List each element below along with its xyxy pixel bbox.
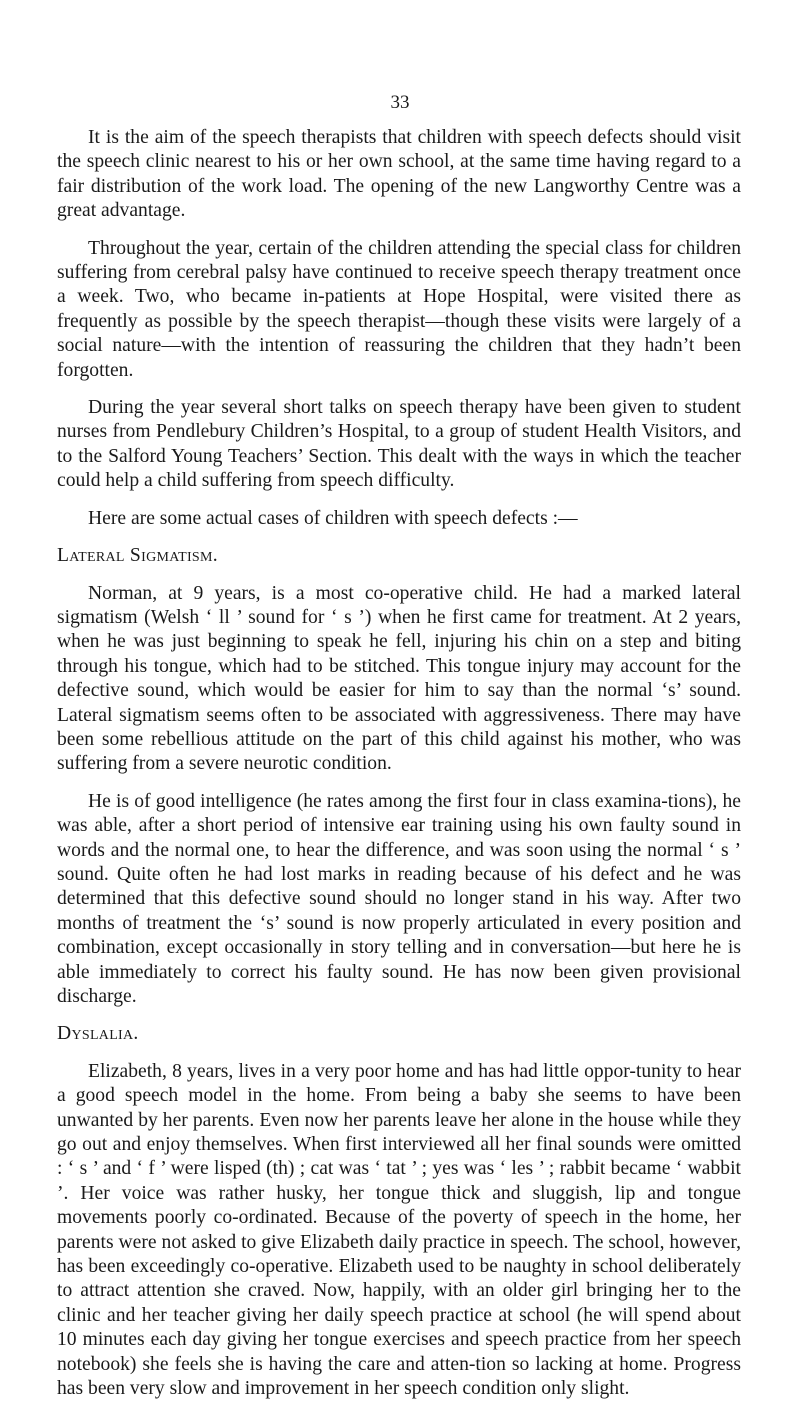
section-heading-dyslalia: Dyslalia.	[57, 1023, 139, 1045]
paragraph-case-norman-progress: He is of good intelligence (he rates among the first four in class examina-tions), he was able, after a short period of intensive ear training using his own faulty sound in words and the normal one, to hear the difference, and was soon using the normal ‘ s ’ sound. Quite often he had lost marks in reading because of his defect and he was determined that this defective sound should no longer stand in his way. After two months of treatment the ‘s’ sound is now properly articulated in every position and combination, except occasionally in story telling and in conversation—but here he is able immediately to correct his faulty sound. He has now been given provisional discharge.	[57, 790, 741, 1007]
page-number: 33	[390, 92, 410, 113]
section-heading-lateral-sigmatism: Lateral Sigmatism.	[57, 545, 218, 567]
paragraph-case-elizabeth: Elizabeth, 8 years, lives in a very poor home and has had little oppor-tunity to hear a good speech model in the home. From being a baby she seems to have been unwanted by her parents. Even now her parents leave her alone in the house while they go out and enjoy themselves. When first interviewed all her final sounds were omitted : ‘ s ’ and ‘ f ’ were lisped (th) ; cat was ‘ tat ’ ; yes was ‘ les ’ ; rabbit became ‘ wabbit ’. Her voice was rather husky, her tongue thick and sluggish, lip and tongue movements poorly co-ordinated. Because of the poverty of speech in the home, her parents were not asked to give Elizabeth daily practice in speech. The school, however, has been exceedingly co-operative. Elizabeth used to be naughty in school deliberately to attract attention she craved. Now, happily, with an older girl bringing her to the clinic and her teacher giving her daily speech practice at school (he will spend about 10 minutes each day giving her tongue exercises and speech practice from her speech notebook) she feels she is having the care and atten-tion so lacking at home. Progress has been very slow and improvement in her speech condition only slight.	[57, 1060, 741, 1400]
page-body	[57, 126, 741, 1415]
paragraph-speech-clinic-allocation: It is the aim of the speech therapists that children with speech defects should visit the speech clinic nearest to his or her own school, at the same time having regard to a fair distribution of the work load. The opening of the new Langworthy Centre was a great advantage.	[57, 127, 741, 222]
paragraph-cases-intro: Here are some actual cases of children with speech defects :—	[88, 507, 578, 529]
paragraph-cerebral-palsy-class: Throughout the year, certain of the children attending the special class for children suffering from cerebral palsy have continued to receive speech therapy treatment once a week. Two, who became in-patients at Hope Hospital, were visited there as frequently as possible by the speech therapist—though these visits were largely of a social nature—with the intention of reassuring the children that they hadn’t been forgotten.	[57, 237, 741, 381]
paragraph-case-norman: Norman, at 9 years, is a most co-operative child. He had a marked lateral sigmatism (Welsh ‘ ll ’ sound for ‘ s ’) when he first came for treatment. At 2 years, when he was just beginning to speak he fell, injuring his chin on a step and biting through his tongue, which had to be stitched. This tongue injury may account for the defective sound, which would be easier for him to say than the normal ‘s’ sound. Lateral sigmatism seems often to be associated with aggressiveness. There may have been some rebellious attitude on the part of this child against his mother, who was suffering from a severe neurotic condition.	[57, 582, 741, 775]
paragraph-short-talks: During the year several short talks on speech therapy have been given to student nurses from Pendlebury Children’s Hospital, to a group of student Health Visitors, and to the Salford Young Teachers’ Section. This dealt with the ways in which the teacher could help a child suffering from speech difficulty.	[57, 397, 741, 492]
